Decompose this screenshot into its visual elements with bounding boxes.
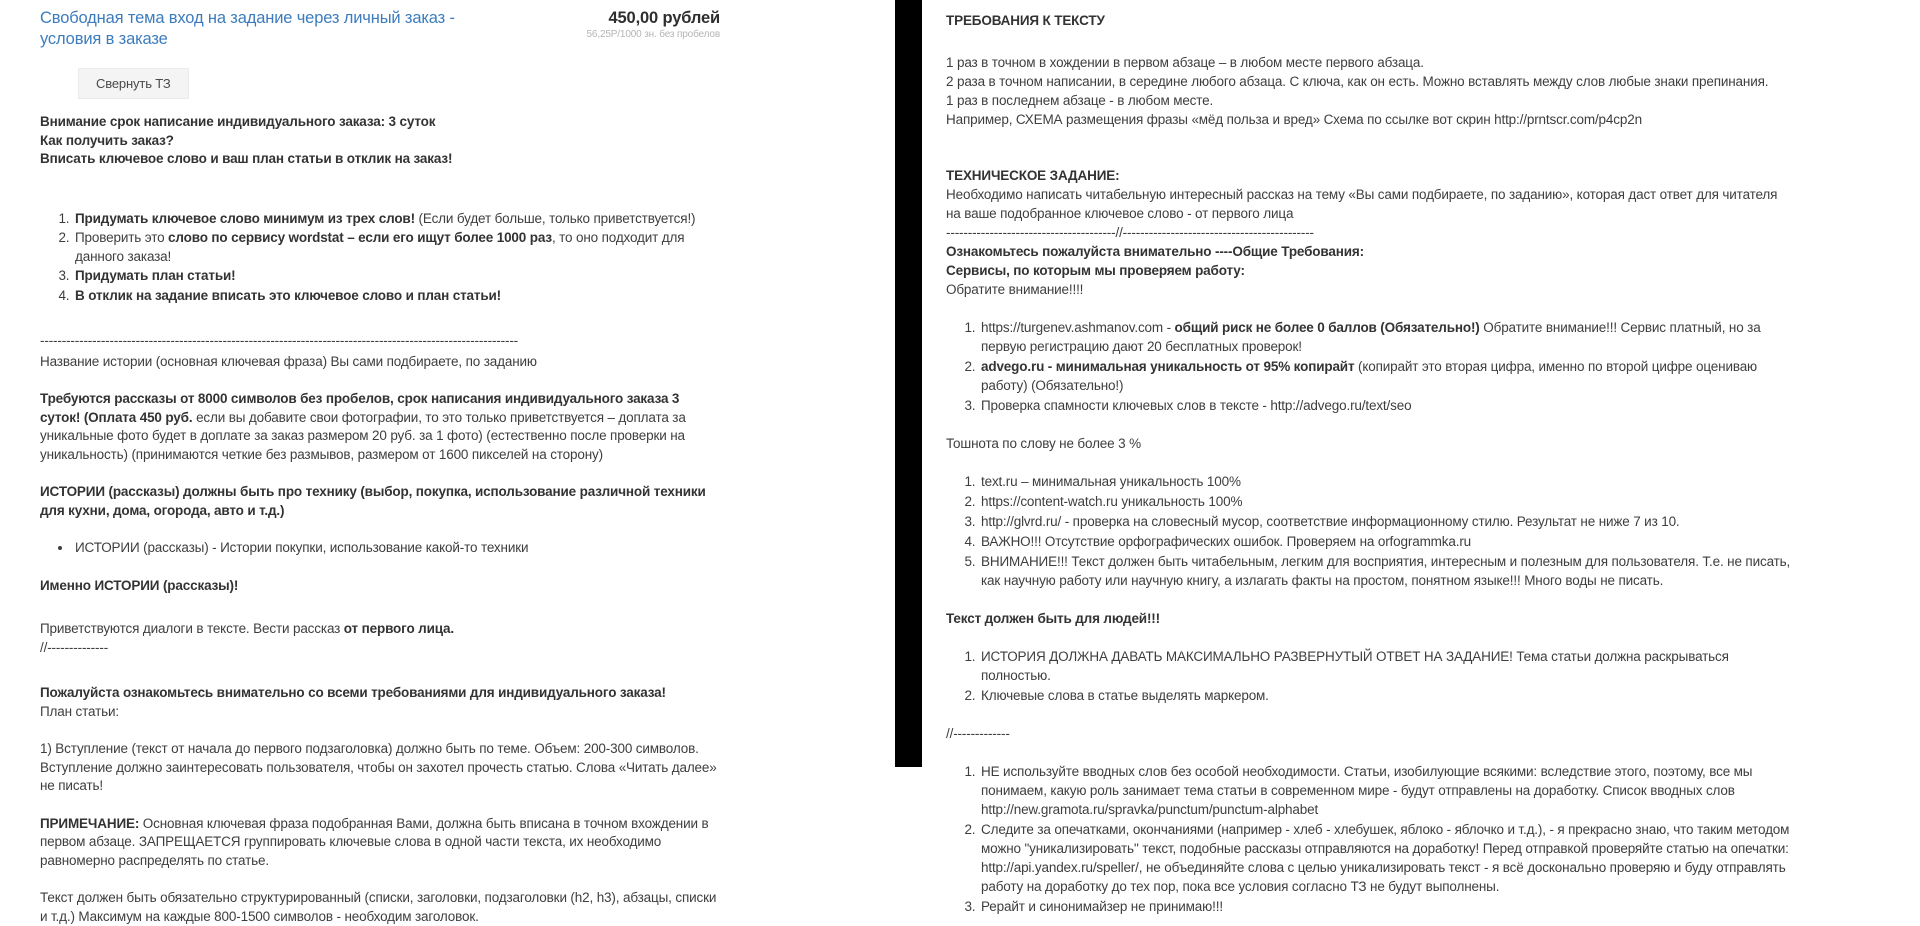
text-line: План статьи: — [40, 703, 119, 719]
text-requirements-heading: ТРЕБОВАНИЯ К ТЕКСТУ — [946, 13, 1105, 28]
list-item: 3. Рерайт и синонимайзер не принимаю!!! — [979, 897, 1792, 916]
list-item: 1. Придумать ключевое слово минимум из трех слов! (Если будет больше, только приветствуется!) — [73, 210, 720, 229]
text-line: Приветствуются диалоги в тексте. Вести рассказ от первого лица. — [40, 621, 454, 636]
stories-topic: ИСТОРИИ (рассказы) должны быть про технику (выбор, покупка, использование различной техники для кухни, дома, огорода, авто и т.д.) — [40, 484, 706, 518]
text-line: ---------------------------------------//-------------------------------------------- — [946, 225, 1314, 240]
text-line: Пожалуйста ознакомьтесь внимательно со всеми требованиями для индивидуального заказа! — [40, 685, 666, 700]
read-requirements — [40, 684, 720, 721]
list-item: 3. Проверка спамности ключевых слов в тексте - http://advego.ru/text/seo — [979, 396, 1792, 415]
order-details-column — [0, 0, 895, 924]
story-title-note: Название истории (основная ключевая фраза) Вы сами подбираете, по заданию — [40, 353, 537, 369]
text-line: //-------------- — [40, 639, 109, 655]
task-description — [40, 113, 720, 926]
list-item: 1. https://turgenev.ashmanov.com - общий риск не более 0 баллов (Обязательно!) Обратите внимание!!! Сервис платный, но за первую регистрацию дают 20 бесплатных проверок! — [979, 318, 1792, 356]
list-item: 2. advego.ru - минимальная уникальность от 95% копирайт (копирайт это вторая цифра, именно по второй цифре оцениваю работу) (Обязательно!) — [979, 357, 1792, 395]
column-divider — [895, 0, 922, 767]
intro-lines — [40, 113, 720, 169]
spacer — [40, 324, 41, 332]
list-item: 1. ИСТОРИЯ ДОЛЖНА ДАВАТЬ МАКСИМАЛЬНО РАЗВЕРНУТЫЙ ОТВЕТ НА ЗАДАНИЕ! Тема статьи должна раскрываться полностью. — [979, 647, 1792, 685]
how-to-steps — [40, 210, 720, 306]
text-line: 1 раз в точном в хождении в первом абзаце – в любом месте первого абзаца. — [946, 55, 1424, 70]
text-line: Вписать ключевое слово и ваш план статьи в отклик на заказ! — [40, 151, 453, 166]
text-line: 2 раза в точном написании, в середине любого абзаца. С ключа, как он есть. Можно вставлять между слов любые знаки препинания. — [946, 74, 1769, 89]
list-item: 2. https://content-watch.ru уникальность 100% — [979, 492, 1792, 511]
note-paragraph: ПРИМЕЧАНИЕ: Основная ключевая фраза подобранная Вами, должна быть вписана в точном вхождении в первом абзаце. ЗАПРЕЩАЕТСЯ группировать ключевые слова в одной части текста, их необходимо равномерно распределять по статье. — [40, 815, 709, 868]
stories-bullet — [40, 539, 720, 558]
style-rules — [946, 762, 1792, 916]
spacer — [40, 676, 41, 684]
list-item: 4. В отклик на задание вписать это ключевое слово и план статьи! — [73, 287, 720, 306]
list-item: 4. ВАЖНО!!! Отсутствие орфографических ошибок. Проверяем на orfogrammka.ru — [979, 532, 1792, 551]
text-line: Ознакомьтесь пожалуйста внимательно ----Общие Требования: — [946, 244, 1364, 259]
order-price: 450,00 рублей — [608, 9, 720, 27]
uniqueness-checks — [946, 472, 1792, 590]
text-requirements-column — [922, 0, 1920, 914]
text-line: Как получить заказ? — [40, 132, 174, 148]
order-header — [40, 8, 720, 50]
list-item: 2. Проверить это слово по сервису wordstat – если его ищут более 1000 раз, то оно подходит для данного заказа! — [73, 229, 720, 266]
intro-structure: 1) Вступление (текст от начала до первого подзаголовка) должно быть по теме. Объем: 200-300 символов. Вступление должно заинтересовать пользователя, чтобы он захотел прочесть статью. Слова «Читать далее» не писать! — [40, 741, 717, 793]
text-line: Например, СХЕМА размещения фразы «мёд польза и вред» Схема по ссылке вот скрин http://prntscr.com/p4cp2n — [946, 112, 1642, 127]
check-services — [946, 318, 1792, 415]
list-item: 5. ВНИМАНИЕ!!! Текст должен быть читабельным, легким для восприятия, интересным и полезным для пользователя. Т.е. не писать, как научную работу или научную книгу, а излагать факты на простом, понятном языке!!! Много воды не писать. — [979, 552, 1792, 590]
technical-task — [946, 166, 1792, 299]
text-line: Внимание срок написание индивидуального заказа: 3 суток — [40, 114, 436, 129]
spacer — [946, 148, 947, 166]
spacer — [40, 188, 41, 210]
order-title-link[interactable]: Свободная тема вход на задание через личный заказ - условия в заказе — [40, 9, 455, 48]
text-line: Сервисы, по которым мы проверяем работу: — [946, 263, 1245, 278]
exactly-stories: Именно ИСТОРИИ (рассказы)! — [40, 577, 239, 593]
list-item: 1. НЕ используйте вводных слов без особой необходимости. Статьи, изобилующие всякими: вследствие этого, поэтому, все мы понимаем, какую роль занимает тема статьи в современном мире - будут отправлены на доработку. Список вводных слов http://new.gramota.ru/spravka/punctum/punctum-alphabet — [979, 762, 1792, 819]
slash-separator: //------------- — [946, 726, 1010, 741]
for-people-rules — [946, 647, 1792, 705]
text-line: Обратите внимание!!!! — [946, 282, 1084, 297]
list-item: 3. Придумать план статьи! — [73, 267, 720, 286]
price-block — [587, 8, 721, 40]
text-line: ТЕХНИЧЕСКОЕ ЗАДАНИЕ: — [946, 168, 1120, 183]
requirements-paragraph: Требуются рассказы от 8000 символов без пробелов, срок написания индивидуального заказа 3 суток! (Оплата 450 руб. если вы добавите свои фотографии, то это только приветствуется – доплата за уникальные фото будет в доплате за заказ размером 20 руб. за 1 фото) (естественно после проверки на уникальность) (принимаются четкие без размывов, размером от 1600 пикселей на сторону) — [40, 391, 686, 462]
nausea-note: Тошнота по слову не более 3 % — [946, 436, 1141, 451]
dashed-separator: -------------------------------------------------------------------------------------------------------------- — [40, 333, 519, 348]
list-item: 1. text.ru – минимальная уникальность 100% — [979, 472, 1792, 491]
list-item: 2. Ключевые слова в статье выделять маркером. — [979, 686, 1792, 705]
text-line: Необходимо написать читабельную интересный рассказ на тему «Вы сами подбираете, по заданию», которая даст ответ для читателя на ваше подобранное ключевое слово - от первого лица — [946, 187, 1778, 221]
price-per-1000-chars: 56,25Р/1000 зн. без пробелов — [586, 29, 720, 40]
structure-paragraph: Текст должен быть обязательно структурированный (списки, заголовки, подзаголовки (h2, h3), абзацы, списки и т.д.) Максимум на каждые 800-1500 символов - необходим заголовок. — [40, 890, 717, 924]
requirements-content — [946, 11, 1792, 916]
text-line: 1 раз в последнем абзаце - в любом месте. — [946, 93, 1214, 108]
collapse-task-button[interactable]: Свернуть ТЗ — [78, 68, 189, 99]
list-item: 2. Следите за опечатками, окончаниями (например - хлеб - хлебушек, яблоко - яблочко и т.д.), - я прекрасно знаю, что таким методом можно "уникализировать" текст, подобные рассказы отправляются на доработку! Перед отправкой проверяйте статью на опечатки: http://api.yandex.ru/speller/, не объединяйте слова с целью уникализировать текст - я всё досконально проверяю и буду отправлять работу на доработку до тех пор, пока все условия согласно ТЗ не будут выполнены. — [979, 820, 1792, 896]
text-for-people-heading: Текст должен быть для людей!!! — [946, 611, 1160, 626]
list-item: 3. http://glvrd.ru/ - проверка на словесный мусор, соответствие информационному стилю. Результат не ниже 7 из 10. — [979, 512, 1792, 531]
list-item: • ИСТОРИИ (рассказы) - Истории покупки, использование какой-то техники — [73, 539, 720, 558]
keyword-placement — [946, 53, 1792, 129]
dialogs-note — [40, 620, 720, 657]
